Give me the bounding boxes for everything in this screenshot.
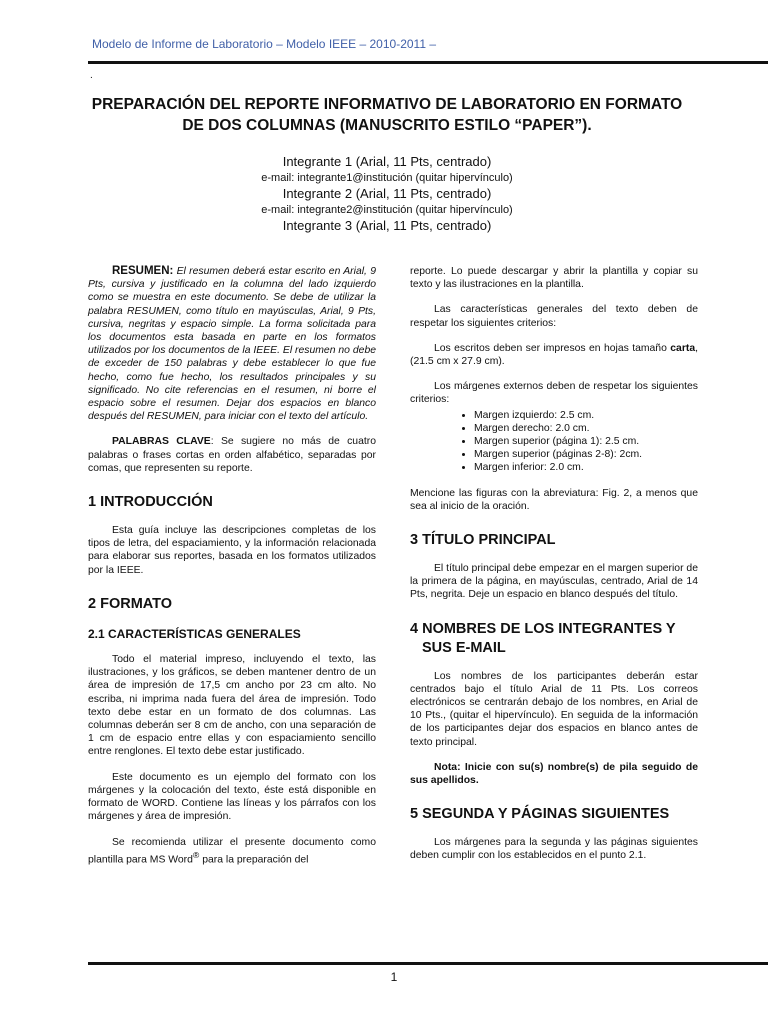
list-item: • Margen superior (páginas 2-8): 2cm. — [474, 448, 698, 461]
author-1: Integrante 1 (Arial, 11 Pts, centrado) — [282, 154, 492, 169]
continued-paragraph: reporte. Lo puede descargar y abrir la plantilla y copiar su texto y las ilustraciones en la plantilla. — [410, 266, 698, 291]
list-item: • Margen superior (página 1): 2.5 cm. — [474, 435, 698, 448]
p3-text-a: Se recomienda utilizar el presente documento como plantilla para MS Word — [88, 836, 376, 866]
author-3: Integrante 3 (Arial, 11 Pts, centrado) — [282, 218, 492, 233]
nota-paragraph: Nota: Inicie con su(s) nombre(s) de pila seguido de sus apellidos. — [410, 761, 698, 787]
stray-dot: . — [90, 70, 93, 81]
paper-title: PREPARACIÓN DEL REPORTE INFORMATIVO DE LABORATORIO EN FORMATO DE DOS COLUMNAS (MANUSCRITO ESTILO “PAPER”). — [91, 96, 683, 134]
heading-nombres-line1: 4 NOMBRES DE LOS INTEGRANTES Y — [410, 620, 676, 637]
heading-formato: 2 FORMATO — [88, 595, 173, 612]
abstract — [88, 265, 376, 423]
heading-introduccion: 1 INTRODUCCIÓN — [88, 494, 213, 511]
formato-paragraph-1: Todo el material impreso, incluyendo el texto, las ilustraciones, y los gráficos, se deben mantener dentro de un área de impresión de 17,5 cm ancho por 23 cm alto. No escriba, ni imprima nada fuera del área de impresión. Todo texto debe estar en un formato de dos columnas. Las columnas deberán ser 8 cm de ancho, con una separación de 1 cm de espacio entre ellas y con espaciamiento sencillo entre renglones. El texto debe estar justificado. — [88, 654, 376, 758]
right-column — [410, 265, 698, 875]
heading-caracteristicas: 2.1 CARACTERÍSTICAS GENERALES — [88, 626, 301, 641]
left-column — [88, 265, 376, 878]
formato-paragraph-3 — [88, 836, 376, 867]
registered-mark: ® — [192, 849, 200, 860]
figures-paragraph: Mencione las figuras con la abreviatura: Fig. 2, a menos que sea al inicio de la oración. — [410, 487, 698, 512]
author-1-email: e-mail: integrante1@institución (quitar hipervínculo) — [261, 172, 513, 184]
paper-size-paragraph — [410, 342, 698, 368]
paper-size-dims: , (21.5 cm x 27.9 cm). — [410, 342, 698, 368]
keywords-label: PALABRAS CLAVE — [112, 436, 211, 448]
author-block — [88, 154, 686, 234]
top-rule — [88, 61, 768, 64]
bottom-rule — [88, 962, 768, 965]
author-2: Integrante 2 (Arial, 11 Pts, centrado) — [282, 186, 492, 201]
abstract-label: RESUMEN: — [112, 265, 174, 277]
criteria-intro: Las características generales del texto deben de respetar los siguientes criterios: — [410, 304, 698, 329]
intro-paragraph: Esta guía incluye las descripciones completas de los tipos de letra, del espaciamiento, y la información relacionada para elaborar sus reportes, basada en los formatos utilizados por la IEEE. — [88, 525, 376, 576]
p3-text-b: para la preparación del — [199, 854, 309, 866]
paper-size-carta: carta — [670, 342, 696, 354]
abstract-text: El resumen deberá estar escrito en Arial, 9 Pts, cursiva y justificado en la columna del lado izquierdo como se muestra en este documento. Se debe de utilizar la palabra RESUMEN, como título en mayúsculas, Arial, 9 Pts, cursiva, negritas y espacio simple. La forma solicitada para los documentos esta basada en parte en los formatos utilizados por los documentos de la IEEE. El resumen no debe de exceder de 150 palabras y debe establecer lo que fue hecho, como fue hecho, los resultados principales y su significado. No cite referencias en el resumen, ni borre el espacio sobre el resumen. Dejar dos espacios en blanco después del RESUMEN, para iniciar con el texto del artículo. — [88, 266, 376, 423]
list-item: • Margen izquierdo: 2.5 cm. — [474, 409, 698, 422]
heading-nombres-line2: SUS E-MAIL — [422, 639, 506, 656]
titulo-paragraph: El título principal debe empezar en el margen superior de la primera de la página, en mayúsculas, centrado, Arial de 14 Pts, negrita. Deje un espacio en blanco después del título. — [410, 563, 698, 601]
nombres-paragraph: Los nombres de los participantes deberán estar centrados bajo el título Arial de 11 Pts. Los correos electrónicos se centrarán debajo de los nombres, en Arial de 10 Pts., (quitar el hipervínculo). En seguida de la información de los participantes dejar dos espacios en blanco antes de texto principal. — [410, 670, 698, 748]
list-item: • Margen inferior: 2.0 cm. — [474, 461, 698, 474]
keywords-text: : Se sugiere no más de cuatro palabras o frases cortas en orden alfabético, separadas por comas, que representen su reporte. — [88, 436, 376, 474]
segunda-paragraph: Los márgenes para la segunda y las páginas siguientes deben cumplir con los establecidos en el punto 2.1. — [410, 837, 698, 862]
paper-size-text: Los escritos deben ser impresos en hojas tamaño — [434, 342, 671, 354]
margins-list — [410, 409, 698, 475]
margins-intro: Los márgenes externos deben de respetar los siguientes criterios: — [410, 381, 698, 406]
list-item: • Margen derecho: 2.0 cm. — [474, 422, 698, 435]
author-2-email: e-mail: integrante2@institución (quitar hipervínculo) — [261, 204, 513, 216]
heading-segunda-pagina: 5 SEGUNDA Y PÁGINAS SIGUIENTES — [410, 806, 670, 823]
heading-titulo-principal: 3 TÍTULO PRINCIPAL — [410, 532, 556, 549]
formato-paragraph-2: Este documento es un ejemplo del formato con los márgenes y la colocación del texto, éste está disponible en formato de WORD. Contiene las líneas y los párrafos con los márgenes y área de impresión. — [88, 771, 376, 823]
running-header: Modelo de Informe de Laboratorio – Modelo IEEE – 2010-2011 – — [92, 37, 437, 51]
page-number: 1 — [390, 970, 398, 984]
keywords — [88, 435, 376, 475]
heading-nombres — [410, 620, 698, 658]
